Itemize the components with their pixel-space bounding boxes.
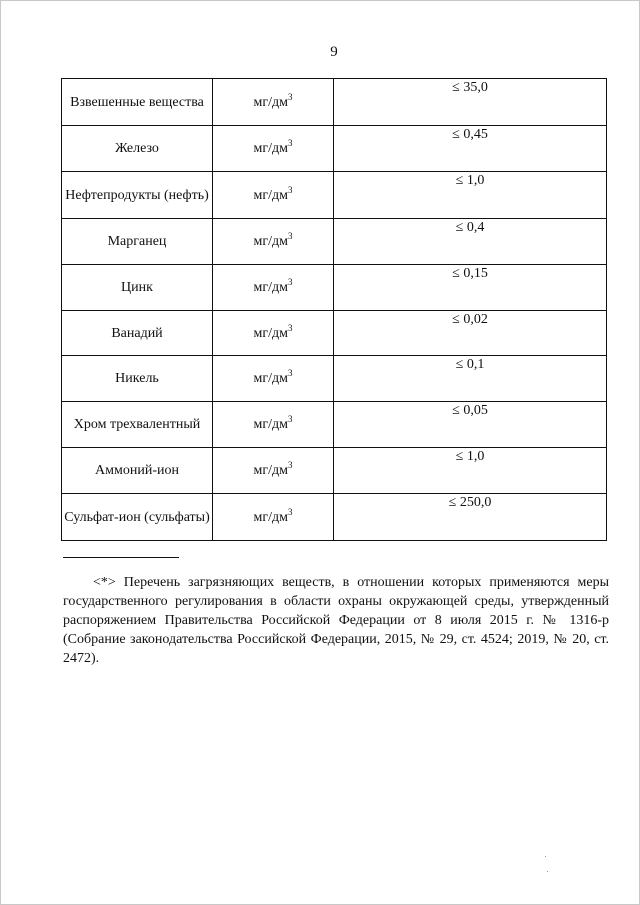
- footnote-separator: [63, 557, 179, 558]
- table-row: [62, 402, 607, 448]
- unit-cell: [213, 494, 334, 541]
- unit-text: мг/дм: [253, 463, 288, 478]
- scan-speck: [547, 871, 548, 872]
- table-row: [62, 356, 607, 402]
- substance-cell: Железо: [62, 126, 213, 172]
- unit-text: мг/дм: [253, 509, 288, 525]
- limit-value-cell: ≤ 250,0: [334, 494, 607, 541]
- unit-text: мг/дм: [253, 325, 288, 341]
- table-row: [62, 494, 607, 541]
- unit-text: мг/дм: [253, 234, 288, 249]
- substance-cell: Марганец: [62, 219, 213, 265]
- limit-value-cell: ≤ 0,15: [334, 265, 607, 311]
- unit-exponent: 3: [287, 184, 293, 195]
- unit-cell: [213, 448, 334, 494]
- table-row: [62, 79, 607, 126]
- unit-cell: [213, 311, 334, 356]
- unit-exponent: 3: [287, 506, 293, 517]
- unit-cell: [213, 356, 334, 402]
- substance-cell: Нефтепродукты (нефть): [62, 172, 213, 219]
- unit-exponent: 3: [287, 368, 293, 378]
- page-number: 9: [330, 44, 338, 60]
- unit-exponent: 3: [287, 460, 293, 470]
- substance-cell: Никель: [62, 356, 213, 402]
- substance-cell: Цинк: [62, 265, 213, 311]
- unit-text: мг/дм: [253, 141, 288, 156]
- unit-exponent: 3: [287, 414, 293, 424]
- unit-cell: [213, 172, 334, 219]
- pollutant-limits-table: [61, 78, 607, 541]
- unit-cell: [213, 79, 334, 126]
- substance-cell: Сульфат-ион (сульфаты): [62, 494, 213, 541]
- unit-text: мг/дм: [253, 417, 288, 432]
- unit-cell: [213, 219, 334, 265]
- substance-cell: Аммоний-ион: [62, 448, 213, 494]
- unit-cell: [213, 126, 334, 172]
- substance-cell: Ванадий: [62, 311, 213, 356]
- scan-speck: [545, 856, 546, 857]
- unit-exponent: 3: [287, 322, 293, 333]
- limit-value-cell: ≤ 0,1: [334, 356, 607, 402]
- limit-value-cell: ≤ 0,05: [334, 402, 607, 448]
- unit-text: мг/дм: [253, 280, 288, 295]
- limit-value-cell: ≤ 0,45: [334, 126, 607, 172]
- footnote-text: <*> Перечень загрязняющих веществ, в отношении которых применяются меры государственного регулирования в области охраны окружающей среды, утвержденный распоряжением Правительства Российской Федерации от 8 июля 2015 г. № 1316-р (Собрание законодательства Российской Федерации, 2015, № 29, ст. 4524; 2019, № 20, ст. 2472).: [63, 575, 609, 666]
- limit-value-cell: ≤ 35,0: [334, 79, 607, 126]
- table-row: [62, 311, 607, 356]
- unit-text: мг/дм: [253, 371, 288, 386]
- unit-exponent: 3: [287, 277, 293, 287]
- unit-exponent: 3: [287, 231, 293, 241]
- unit-cell: [213, 402, 334, 448]
- unit-cell: [213, 265, 334, 311]
- table-row: [62, 448, 607, 494]
- unit-exponent: 3: [287, 138, 293, 148]
- table-row: [62, 126, 607, 172]
- unit-text: мг/дм: [253, 187, 288, 203]
- unit-exponent: 3: [287, 91, 293, 102]
- limit-value-cell: ≤ 1,0: [334, 448, 607, 494]
- limit-value-cell: ≤ 1,0: [334, 172, 607, 219]
- table-row: [62, 219, 607, 265]
- table-row: [62, 265, 607, 311]
- substance-cell: Хром трехвалентный: [62, 402, 213, 448]
- limit-value-cell: ≤ 0,02: [334, 311, 607, 356]
- unit-text: мг/дм: [253, 94, 288, 110]
- limit-value-cell: ≤ 0,4: [334, 219, 607, 265]
- table-row: [62, 172, 607, 219]
- substance-cell: Взвешенные вещества: [62, 79, 213, 126]
